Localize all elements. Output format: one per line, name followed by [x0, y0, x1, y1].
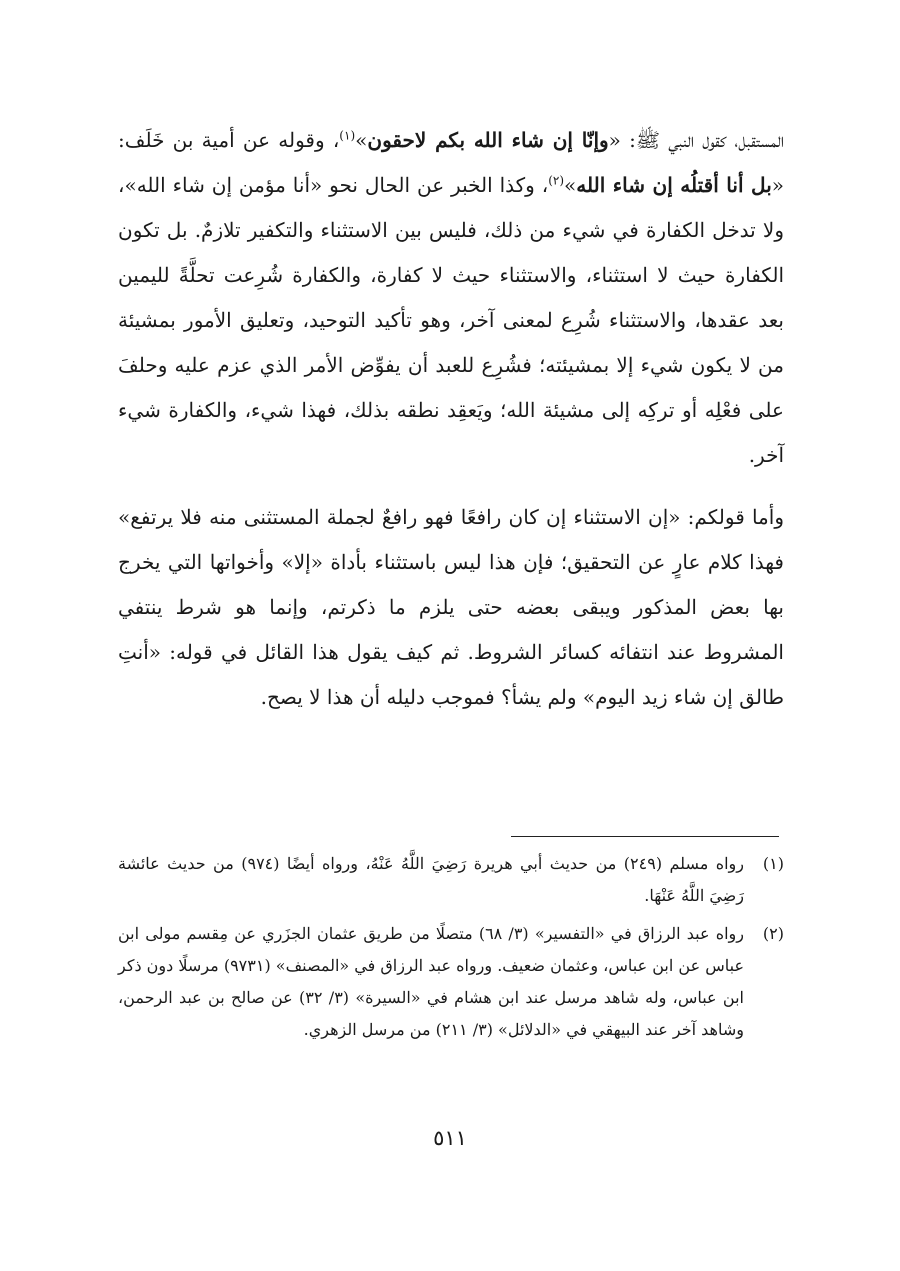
hadith-quote-1: وإنّا إن شاء الله بكم لاحقون	[367, 128, 609, 152]
hadith-quote-2: بل أنا أقتلُه إن شاء الله	[576, 173, 772, 197]
footnote-ref-2: (٢)	[548, 173, 565, 188]
footnote	[118, 848, 784, 912]
text-run: »	[564, 173, 577, 197]
footnote-number: (٢)	[762, 924, 784, 943]
page-number: ٥١١	[433, 1126, 467, 1150]
footnote-divider	[511, 836, 779, 837]
text-run: المستقبل، كقول النبي ﷺ: «	[608, 128, 785, 152]
main-text	[118, 118, 784, 720]
footnotes	[118, 848, 784, 1052]
footnote	[118, 918, 784, 1046]
footnote-text: رواه عبد الرزاق في «التفسير» (٣/ ٦٨) متصلًا من طريق عثمان الجزَري عن مِقسم مولى ابن عباس عن ابن عباس، وعثمان ضعيف. ورواه عبد الرزاق في «المصنف» (٩٧٣١) مرسلًا دون ذكر ابن عباس، وله شاهد مرسل عند ابن هشام في «السيرة» (٣/ ٣٢) عن صالح بن عبد الرحمن، وشاهد آخر عند البيهقي في «الدلائل» (٣/ ٢١١) من مرسل الزهري.	[118, 924, 745, 1039]
paragraph-1	[118, 118, 784, 478]
footnote-number: (١)	[762, 854, 784, 873]
text-run: »	[355, 128, 368, 152]
paragraph-2: وأما قولكم: «إن الاستثناء إن كان رافعًا فهو رافعٌ لجملة المستثنى منه فلا يرتفع» فهذا كلام عارٍ عن التحقيق؛ فإن هذا ليس باستثناء بأداة «إلا» وأخواتها التي يخرج بها بعض المذكور ويبقى بعضه حتى يلزم ما ذكرتم، وإنما هو شرط ينتفي المشروط عند انتفائه كسائر الشروط. ثم كيف يقول هذا القائل في قوله: «أنتِ طالق إن شاء زيد اليوم» ولم يشأ؟ فموجب دليله أن هذا لا يصح.	[118, 505, 784, 709]
text-run: ، وكذا الخبر عن الحال نحو «أنا مؤمن إن شاء الله»، ولا تدخل الكفارة في شيء من ذلك، فليس بين الاستثناء والتكفير تلازمٌ. بل تكون الكفارة حيث لا استثناء، والاستثناء حيث لا كفارة، والكفارة شُرِعت تحلَّةً لليمين بعد عقدها، والاستثناء شُرِع لمعنى آخر، وهو تأكيد التوحيد، وتعليق الأمور بمشيئة من لا يكون شيء إلا بمشيئته؛ فشُرِع للعبد أن يفوِّض الأمر الذي عزم عليه وحلفَ على فعْلِه أو تركِه إلى مشيئة الله؛ ويَعقِد نطقه بذلك، فهذا شيء، والكفارة شيء آخر.	[118, 173, 784, 467]
footnote-text: رواه مسلم (٢٤٩) من حديث أبي هريرة رَضِيَ اللَّهُ عَنْهُ، ورواه أيضًا (٩٧٤) من حديث عائشة رَضِيَ اللَّهُ عَنْهَا.	[118, 854, 745, 905]
footnote-ref-1: (١)	[339, 128, 356, 143]
text-run: ، وقوله عن أمية بن خَلَف: «	[118, 128, 785, 197]
